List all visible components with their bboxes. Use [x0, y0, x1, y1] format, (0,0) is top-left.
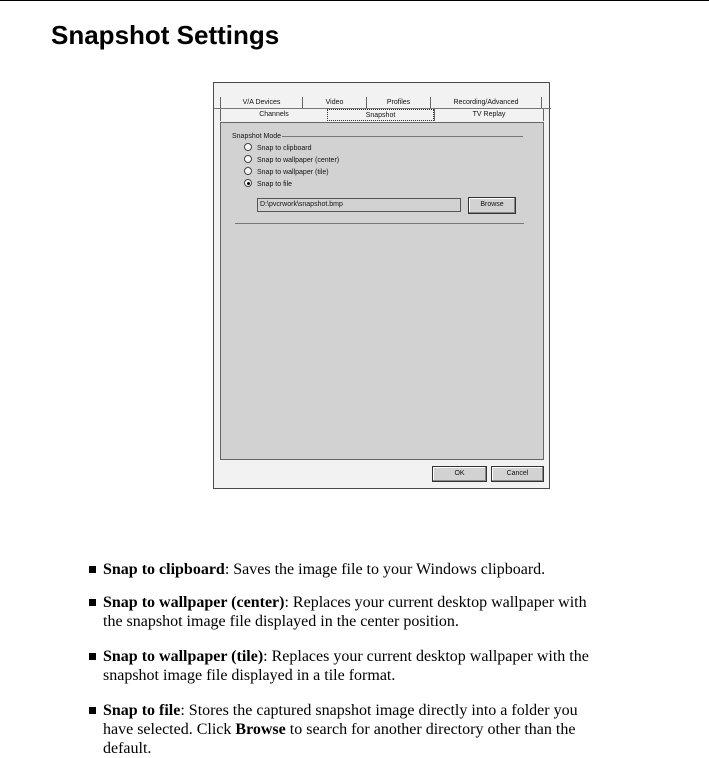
- tab-recording-advanced[interactable]: Recording/Advanced: [430, 97, 542, 109]
- list-item: Snap to clipboard: Saves the image file to your Windows clipboard.: [89, 560, 679, 579]
- ok-button[interactable]: OK: [432, 466, 487, 482]
- bullet-square-icon: [89, 599, 96, 606]
- snapshot-dialog-screenshot: [213, 82, 550, 489]
- tab-va-devices[interactable]: V/A Devices: [220, 97, 302, 109]
- option-snap-to-clipboard[interactable]: Snap to clipboard: [244, 144, 311, 154]
- radio-button[interactable]: [244, 167, 252, 175]
- tab-profiles[interactable]: Profiles: [366, 97, 430, 109]
- list-item: Snap to file: Stores the captured snapshot image directly into a folder you have selected. Click Browse to search for another directory other than the default.: [89, 701, 679, 758]
- radio-button-selected[interactable]: [244, 179, 252, 187]
- option-snap-to-wallpaper-tile[interactable]: Snap to wallpaper (tile): [244, 168, 329, 178]
- tab-snapshot[interactable]: Snapshot: [327, 109, 434, 121]
- option-snap-to-file[interactable]: Snap to file: [244, 180, 292, 190]
- tab-video[interactable]: Video: [302, 97, 366, 109]
- page-title: Snapshot Settings: [51, 20, 280, 50]
- tab-tv-replay[interactable]: TV Replay: [434, 109, 544, 121]
- browse-button[interactable]: Browse: [468, 197, 516, 214]
- cancel-button[interactable]: Cancel: [491, 466, 544, 482]
- list-item: Snap to wallpaper (center): Replaces your current desktop wallpaper with the snapshot image file displayed in the center position.: [89, 593, 679, 631]
- bullet-square-icon: [89, 653, 96, 660]
- group-bottom-line: [235, 223, 524, 224]
- list-item: Snap to wallpaper (tile): Replaces your current desktop wallpaper with the snapshot image file displayed in a tile format.: [89, 647, 679, 685]
- snapshot-mode-label: Snapshot Mode: [232, 133, 282, 140]
- bullet-square-icon: [89, 566, 96, 573]
- tab-channels[interactable]: Channels: [220, 109, 327, 121]
- radio-button[interactable]: [244, 155, 252, 163]
- radio-button[interactable]: [244, 143, 252, 151]
- file-path-input[interactable]: D:\pvcrwork\snapshot.bmp: [257, 198, 461, 212]
- bullet-square-icon: [89, 707, 96, 714]
- top-rule: [0, 0, 709, 1]
- option-snap-to-wallpaper-center[interactable]: Snap to wallpaper (center): [244, 156, 339, 166]
